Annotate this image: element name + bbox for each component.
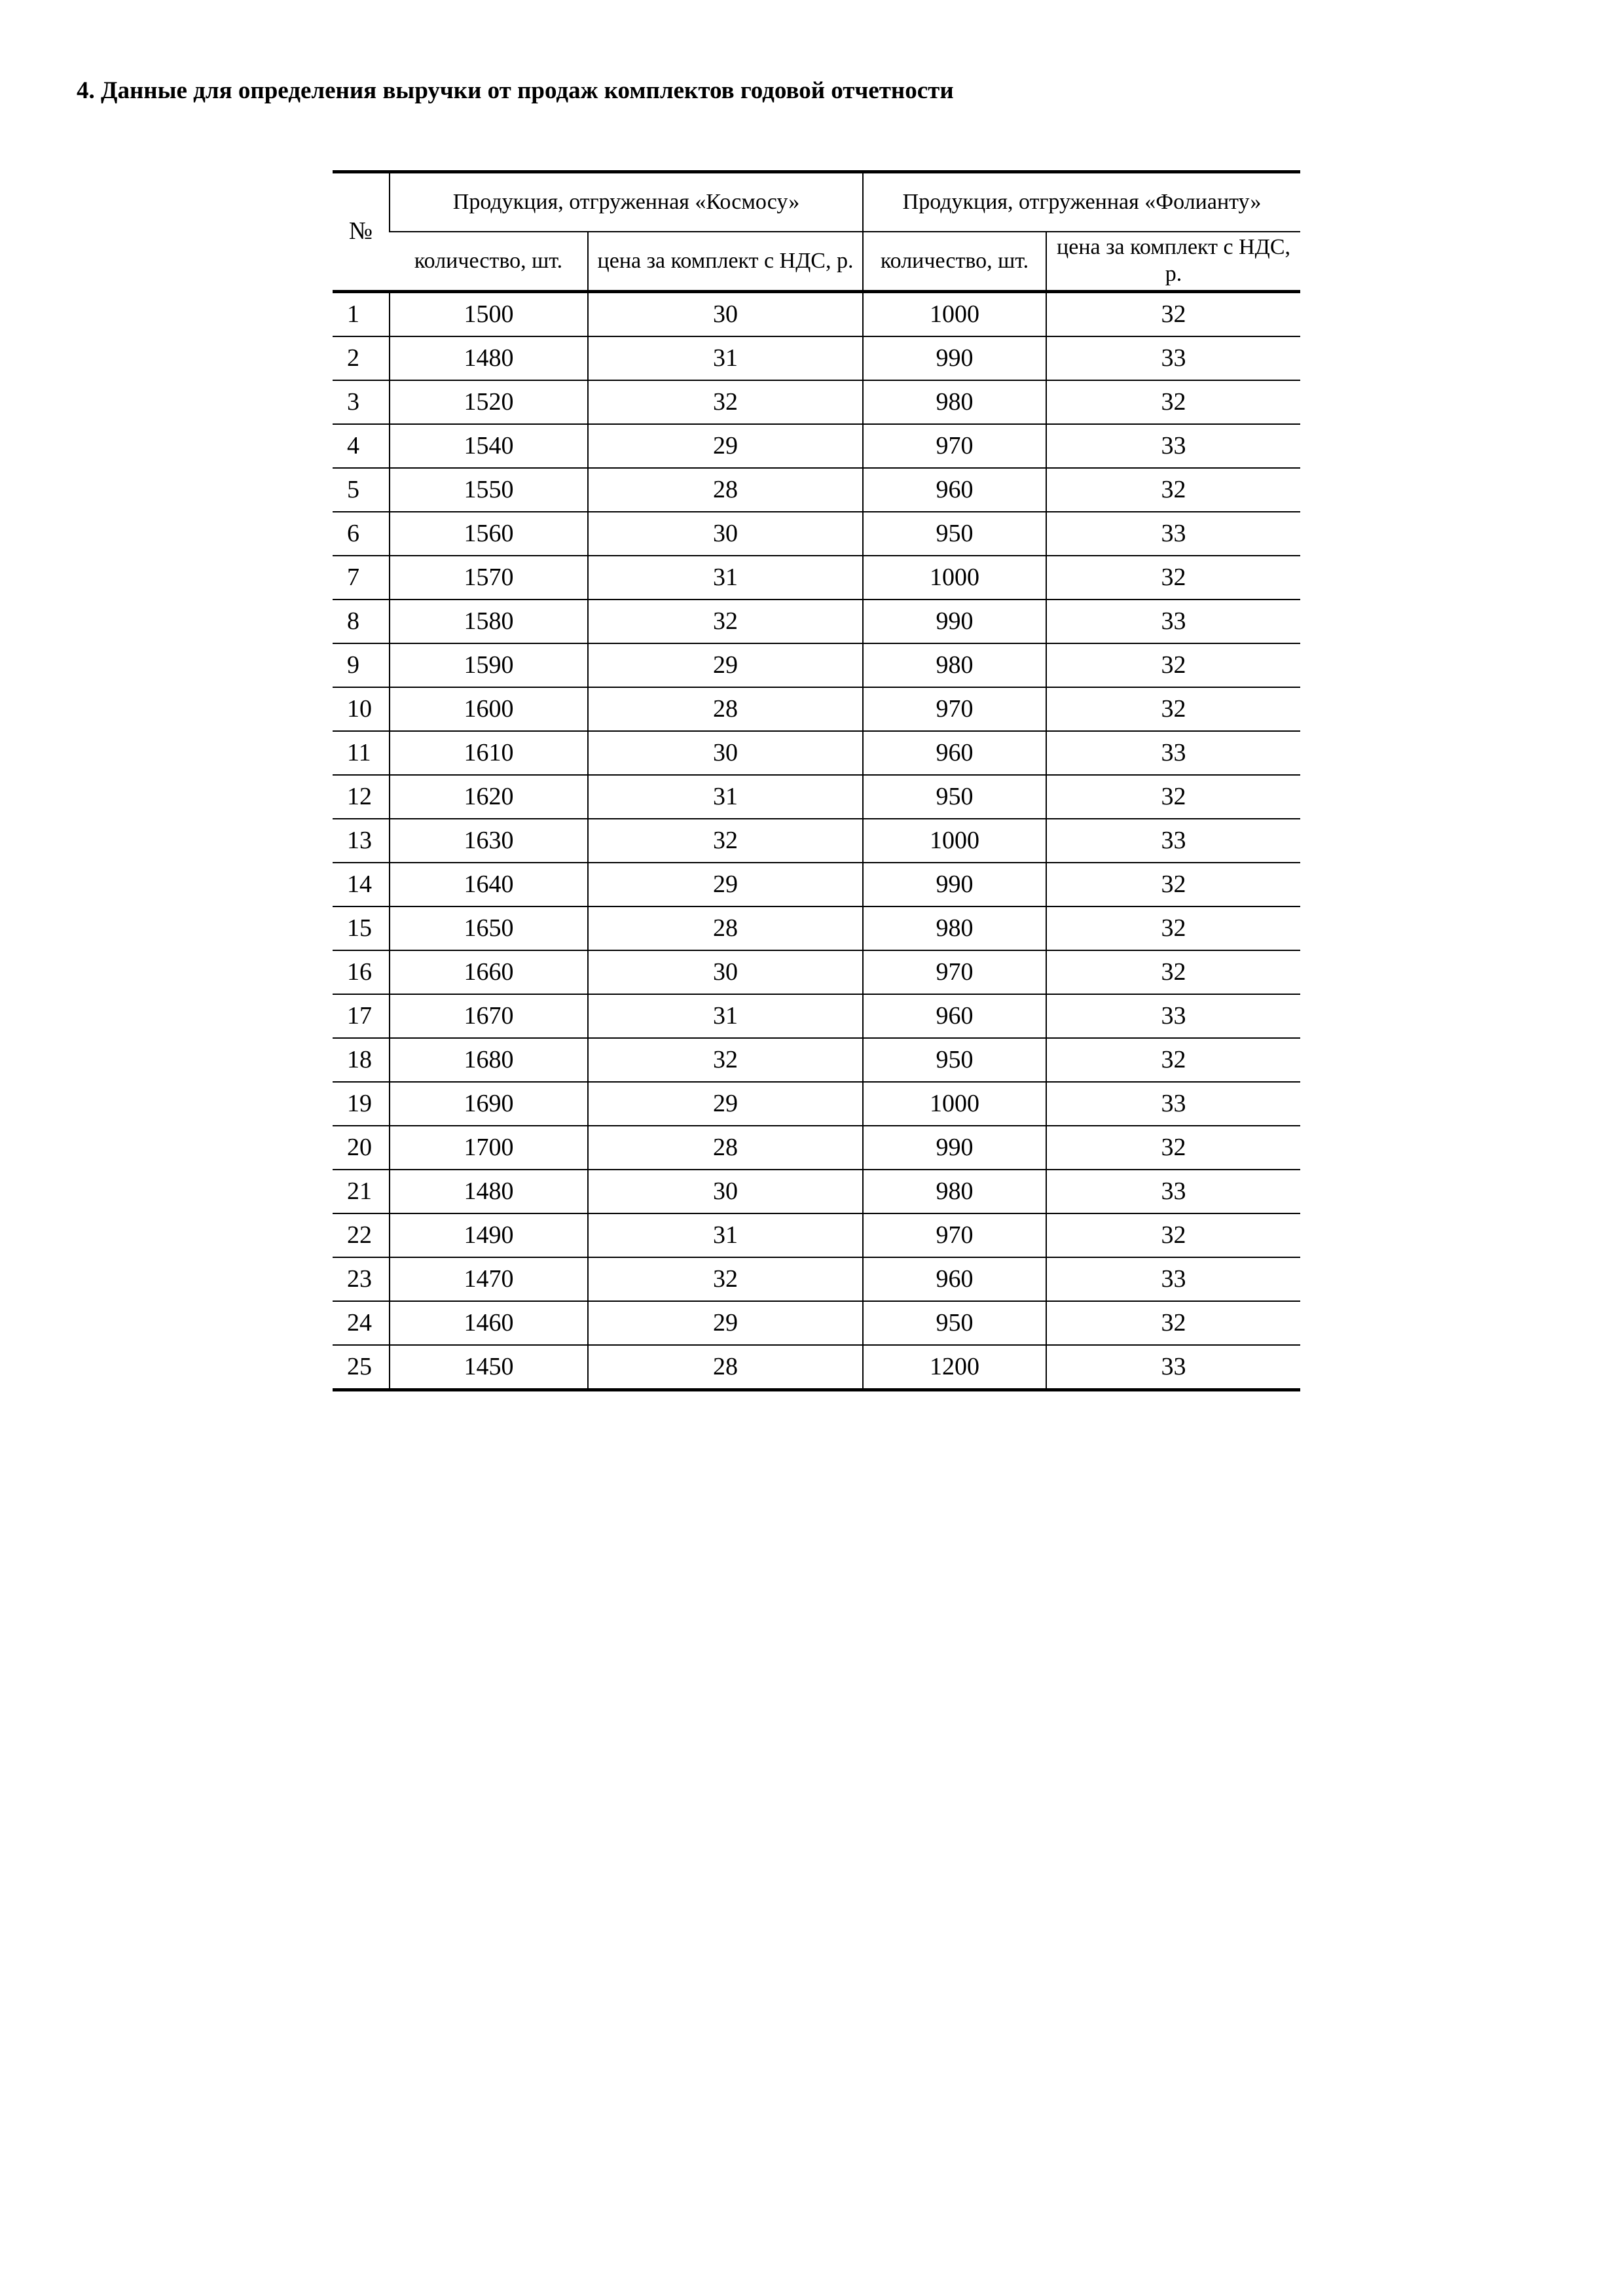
kosmos-quantity-cell: 1470 [390, 1257, 588, 1301]
foliant-quantity-cell: 960 [863, 994, 1046, 1038]
row-number-cell: 11 [333, 731, 390, 775]
kosmos-price-cell: 28 [588, 687, 863, 731]
kosmos-price-cell: 29 [588, 1301, 863, 1345]
kosmos-quantity-cell: 1490 [390, 1213, 588, 1257]
table-row [333, 1126, 1300, 1170]
row-number-cell: 7 [333, 556, 390, 600]
foliant-price-cell: 33 [1046, 336, 1300, 380]
kosmos-price-cell: 31 [588, 556, 863, 600]
row-number-cell: 13 [333, 819, 390, 863]
kosmos-price-cell: 30 [588, 1170, 863, 1213]
kosmos-price-cell: 29 [588, 863, 863, 906]
row-number-cell: 9 [333, 643, 390, 687]
foliant-quantity-cell: 960 [863, 468, 1046, 512]
foliant-quantity-cell: 970 [863, 950, 1046, 994]
foliant-quantity-cell: 980 [863, 1170, 1046, 1213]
row-number-cell: 15 [333, 906, 390, 950]
kosmos-price-cell: 32 [588, 1038, 863, 1082]
foliant-quantity-cell: 1000 [863, 556, 1046, 600]
table-row [333, 819, 1300, 863]
foliant-price-cell: 33 [1046, 424, 1300, 468]
kosmos-quantity-cell: 1640 [390, 863, 588, 906]
table-row [333, 1170, 1300, 1213]
kosmos-quantity-cell: 1450 [390, 1345, 588, 1390]
foliant-price-cell: 32 [1046, 1213, 1300, 1257]
foliant-quantity-cell: 980 [863, 380, 1046, 424]
foliant-price-cell: 33 [1046, 1257, 1300, 1301]
kosmos-quantity-cell: 1570 [390, 556, 588, 600]
table-row [333, 1038, 1300, 1082]
document-title: 4. Данные для определения выручки от продаж комплектов годовой отчетности [77, 77, 954, 104]
table-row [333, 424, 1300, 468]
kosmos-price-cell: 29 [588, 1082, 863, 1126]
kosmos-price-cell: 28 [588, 1345, 863, 1390]
table-row [333, 775, 1300, 819]
table-row [333, 336, 1300, 380]
foliant-price-cell: 33 [1046, 1082, 1300, 1126]
header-foliant-quantity: количество, шт. [863, 232, 1046, 292]
table-row [333, 643, 1300, 687]
kosmos-price-cell: 28 [588, 468, 863, 512]
foliant-price-cell: 32 [1046, 906, 1300, 950]
foliant-price-cell: 32 [1046, 643, 1300, 687]
foliant-quantity-cell: 990 [863, 600, 1046, 643]
header-kosmos-price: цена за комплект с НДС, р. [588, 232, 863, 292]
kosmos-price-cell: 31 [588, 994, 863, 1038]
row-number-cell: 10 [333, 687, 390, 731]
foliant-quantity-cell: 950 [863, 1038, 1046, 1082]
row-number-cell: 5 [333, 468, 390, 512]
foliant-price-cell: 33 [1046, 731, 1300, 775]
foliant-price-cell: 32 [1046, 556, 1300, 600]
kosmos-price-cell: 30 [588, 950, 863, 994]
foliant-quantity-cell: 960 [863, 731, 1046, 775]
header-foliant-price: цена за комплект с НДС, р. [1046, 232, 1300, 292]
kosmos-quantity-cell: 1590 [390, 643, 588, 687]
foliant-quantity-cell: 1200 [863, 1345, 1046, 1390]
row-number-cell: 16 [333, 950, 390, 994]
kosmos-quantity-cell: 1620 [390, 775, 588, 819]
kosmos-quantity-cell: 1480 [390, 336, 588, 380]
header-kosmos-quantity: количество, шт. [390, 232, 588, 292]
table-row [333, 1213, 1300, 1257]
sales-data-table [333, 170, 1300, 1391]
foliant-quantity-cell: 980 [863, 643, 1046, 687]
kosmos-price-cell: 32 [588, 1257, 863, 1301]
table-row [333, 1257, 1300, 1301]
header-number: № [333, 172, 390, 292]
kosmos-price-cell: 32 [588, 380, 863, 424]
table-row [333, 512, 1300, 556]
foliant-quantity-cell: 990 [863, 1126, 1046, 1170]
kosmos-price-cell: 29 [588, 643, 863, 687]
foliant-price-cell: 33 [1046, 819, 1300, 863]
foliant-quantity-cell: 990 [863, 863, 1046, 906]
row-number-cell: 19 [333, 1082, 390, 1126]
kosmos-quantity-cell: 1700 [390, 1126, 588, 1170]
foliant-quantity-cell: 980 [863, 906, 1046, 950]
kosmos-quantity-cell: 1670 [390, 994, 588, 1038]
kosmos-price-cell: 31 [588, 775, 863, 819]
table-row [333, 468, 1300, 512]
row-number-cell: 1 [333, 292, 390, 337]
kosmos-price-cell: 30 [588, 292, 863, 337]
table-row [333, 600, 1300, 643]
row-number-cell: 3 [333, 380, 390, 424]
table-header [333, 172, 1300, 292]
row-number-cell: 8 [333, 600, 390, 643]
foliant-price-cell: 33 [1046, 1170, 1300, 1213]
table-body [333, 292, 1300, 1390]
kosmos-quantity-cell: 1540 [390, 424, 588, 468]
row-number-cell: 23 [333, 1257, 390, 1301]
foliant-quantity-cell: 1000 [863, 292, 1046, 337]
row-number-cell: 17 [333, 994, 390, 1038]
kosmos-quantity-cell: 1680 [390, 1038, 588, 1082]
kosmos-quantity-cell: 1690 [390, 1082, 588, 1126]
foliant-price-cell: 32 [1046, 863, 1300, 906]
kosmos-quantity-cell: 1650 [390, 906, 588, 950]
foliant-price-cell: 32 [1046, 468, 1300, 512]
foliant-quantity-cell: 960 [863, 1257, 1046, 1301]
foliant-price-cell: 32 [1046, 1126, 1300, 1170]
row-number-cell: 25 [333, 1345, 390, 1390]
foliant-quantity-cell: 970 [863, 424, 1046, 468]
row-number-cell: 21 [333, 1170, 390, 1213]
table-row [333, 380, 1300, 424]
foliant-price-cell: 32 [1046, 380, 1300, 424]
row-number-cell: 22 [333, 1213, 390, 1257]
table-row [333, 1082, 1300, 1126]
foliant-price-cell: 32 [1046, 687, 1300, 731]
foliant-quantity-cell: 950 [863, 1301, 1046, 1345]
kosmos-quantity-cell: 1480 [390, 1170, 588, 1213]
foliant-price-cell: 32 [1046, 775, 1300, 819]
row-number-cell: 18 [333, 1038, 390, 1082]
table-row [333, 731, 1300, 775]
kosmos-quantity-cell: 1460 [390, 1301, 588, 1345]
header-group-foliant: Продукция, отгруженная «Фолианту» [863, 172, 1300, 232]
table-row [333, 556, 1300, 600]
kosmos-quantity-cell: 1610 [390, 731, 588, 775]
table-row [333, 687, 1300, 731]
kosmos-price-cell: 32 [588, 600, 863, 643]
kosmos-price-cell: 32 [588, 819, 863, 863]
foliant-price-cell: 33 [1046, 994, 1300, 1038]
kosmos-quantity-cell: 1520 [390, 380, 588, 424]
foliant-quantity-cell: 1000 [863, 819, 1046, 863]
table-row [333, 1345, 1300, 1390]
row-number-cell: 20 [333, 1126, 390, 1170]
table-row [333, 994, 1300, 1038]
kosmos-price-cell: 28 [588, 1126, 863, 1170]
row-number-cell: 12 [333, 775, 390, 819]
row-number-cell: 4 [333, 424, 390, 468]
header-group-kosmos: Продукция, отгруженная «Космосу» [390, 172, 863, 232]
table-row [333, 950, 1300, 994]
foliant-price-cell: 32 [1046, 1038, 1300, 1082]
foliant-price-cell: 32 [1046, 950, 1300, 994]
kosmos-quantity-cell: 1630 [390, 819, 588, 863]
kosmos-quantity-cell: 1560 [390, 512, 588, 556]
table-row [333, 292, 1300, 337]
kosmos-price-cell: 28 [588, 906, 863, 950]
kosmos-price-cell: 30 [588, 731, 863, 775]
foliant-quantity-cell: 1000 [863, 1082, 1046, 1126]
kosmos-price-cell: 31 [588, 1213, 863, 1257]
row-number-cell: 14 [333, 863, 390, 906]
kosmos-price-cell: 30 [588, 512, 863, 556]
foliant-quantity-cell: 970 [863, 1213, 1046, 1257]
foliant-price-cell: 32 [1046, 1301, 1300, 1345]
foliant-quantity-cell: 990 [863, 336, 1046, 380]
row-number-cell: 24 [333, 1301, 390, 1345]
foliant-quantity-cell: 950 [863, 775, 1046, 819]
kosmos-quantity-cell: 1580 [390, 600, 588, 643]
foliant-price-cell: 33 [1046, 512, 1300, 556]
foliant-price-cell: 32 [1046, 292, 1300, 337]
kosmos-quantity-cell: 1600 [390, 687, 588, 731]
table-row [333, 1301, 1300, 1345]
foliant-quantity-cell: 970 [863, 687, 1046, 731]
kosmos-quantity-cell: 1500 [390, 292, 588, 337]
kosmos-price-cell: 29 [588, 424, 863, 468]
foliant-quantity-cell: 950 [863, 512, 1046, 556]
kosmos-quantity-cell: 1660 [390, 950, 588, 994]
table-row [333, 863, 1300, 906]
kosmos-price-cell: 31 [588, 336, 863, 380]
foliant-price-cell: 33 [1046, 1345, 1300, 1390]
row-number-cell: 6 [333, 512, 390, 556]
kosmos-quantity-cell: 1550 [390, 468, 588, 512]
row-number-cell: 2 [333, 336, 390, 380]
foliant-price-cell: 33 [1046, 600, 1300, 643]
table-row [333, 906, 1300, 950]
